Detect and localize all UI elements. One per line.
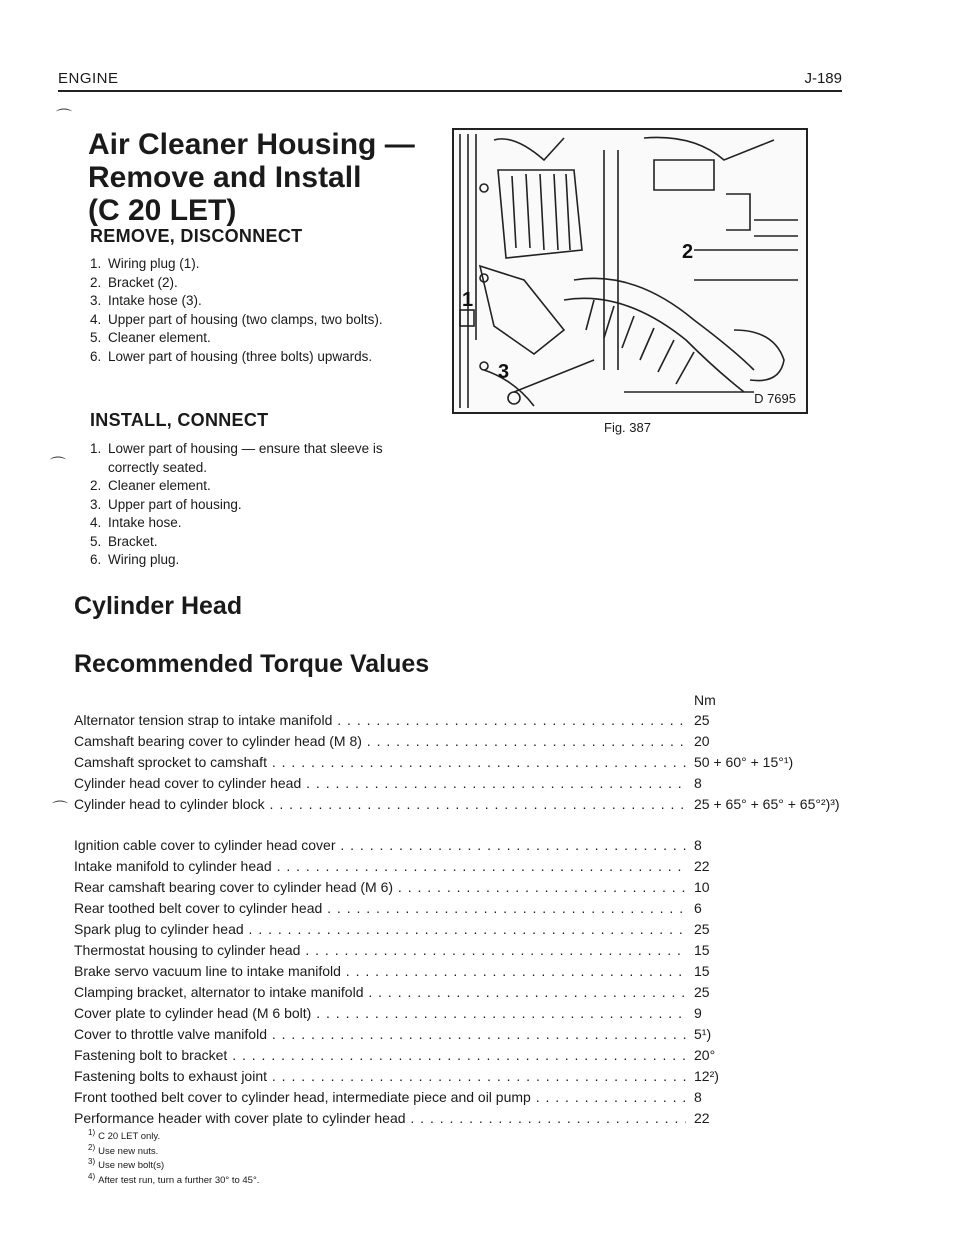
list-item: 5. Bracket. (90, 533, 158, 549)
table-row: Spark plug to cylinder head . . . 25 (74, 919, 854, 940)
table-spacer (74, 815, 854, 835)
table-row: Front toothed belt cover to cylinder head, intermediate piece and oil pump . . . 8 (74, 1087, 854, 1108)
table-row: Cylinder head cover to cylinder head . . . 8 (74, 773, 854, 794)
table-row: Clamping bracket, alternator to intake manifold . . . 25 (74, 982, 854, 1003)
footnotes (88, 1128, 259, 1187)
table-row: Intake manifold to cylinder head . . . 22 (74, 856, 854, 877)
remove-heading: REMOVE, DISCONNECT (90, 226, 303, 246)
table-row: Ignition cable cover to cylinder head cover . . . 8 (74, 835, 854, 856)
air-cleaner-title (88, 128, 415, 227)
list-item: 4. Intake hose. (90, 515, 182, 530)
table-row: Cover to throttle valve manifold . . . 5¹) (74, 1024, 854, 1045)
list-item: 6. Lower part of housing (three bolts) upwards. (90, 348, 373, 364)
table-row: Thermostat housing to cylinder head . . . 15 (74, 940, 854, 961)
table-row: Camshaft sprocket to camshaft . . . 50 + 60° + 15°¹) (74, 752, 854, 773)
torque-table (74, 710, 854, 1129)
install-heading: INSTALL, CONNECT (90, 410, 269, 430)
footnote: $^{3)}$ Use new bolt(s) (88, 1157, 165, 1172)
callout-3: 3 (498, 361, 510, 383)
callout-1: 1 (462, 289, 474, 311)
unit-label: Nm (694, 692, 716, 708)
install-steps-list (90, 440, 408, 570)
table-row: Rear toothed belt cover to cylinder head . . . 6 (74, 898, 854, 919)
list-item: 3. Intake hose (3). (90, 293, 202, 308)
title-line: Air Cleaner Housing — (88, 128, 415, 161)
list-item: 4. Upper part of housing (two clamps, two bolts). (90, 311, 383, 327)
footnote: $^{1)}$ C 20 LET only. (88, 1128, 161, 1143)
table-row: Performance header with cover plate to cylinder head . . . 22 (74, 1108, 854, 1129)
figure-caption: Fig. 387 (604, 420, 651, 435)
margin-mark: ⌒ (52, 801, 69, 818)
table-row: Fastening bolts to exhaust joint . . . 12²) (74, 1066, 854, 1087)
table-row: Cylinder head to cylinder block . . . 25 + 65° + 65° + 65°²)³) (74, 794, 854, 815)
footnote: $^{4)}$ After test run, turn a further 30° to 45°. (88, 1171, 260, 1187)
list-item: 2. Cleaner element. (90, 478, 211, 493)
header-rule (58, 90, 842, 92)
torque-values-heading: Recommended Torque Values (74, 650, 430, 678)
table-row: Rear camshaft bearing cover to cylinder head (M 6) . . . 10 (74, 877, 854, 898)
list-item: 1. Wiring plug (1). (90, 256, 200, 271)
table-row: Cover plate to cylinder head (M 6 bolt) . . . 9 (74, 1003, 854, 1024)
list-item: 6. Wiring plug. (90, 552, 180, 567)
figure-reference-code: D 7695 (754, 391, 796, 406)
title-line: (C 20 LET) (88, 194, 237, 227)
table-row: Camshaft bearing cover to cylinder head (M 8) . . . 20 (74, 731, 854, 752)
margin-mark: ⌒ (50, 457, 67, 474)
cylinder-head-heading: Cylinder Head (74, 592, 243, 620)
table-row: Fastening bolt to bracket . . . 20° (74, 1045, 854, 1066)
table-row: Alternator tension strap to intake manifold . . . 25 (74, 710, 854, 731)
engine-bay-illustration (452, 128, 808, 414)
footnote: $^{2)}$ Use new nuts. (88, 1142, 159, 1157)
list-item: 1. Lower part of housing — ensure that sleeve is correctly seated. (90, 441, 383, 475)
running-header-section: ENGINE (58, 70, 119, 87)
table-row: Brake servo vacuum line to intake manifold . . . 15 (74, 961, 854, 982)
callout-2: 2 (682, 241, 694, 263)
remove-steps-list (90, 255, 408, 366)
list-item: 2. Bracket (2). (90, 274, 178, 290)
list-item: 5. Cleaner element. (90, 330, 211, 345)
engine-bay-drawing (454, 130, 806, 412)
page-number: J-189 (804, 70, 842, 87)
margin-mark: ⌒ (56, 109, 73, 126)
title-line: Remove and Install (88, 161, 362, 194)
list-item: 3. Upper part of housing. (90, 496, 242, 512)
